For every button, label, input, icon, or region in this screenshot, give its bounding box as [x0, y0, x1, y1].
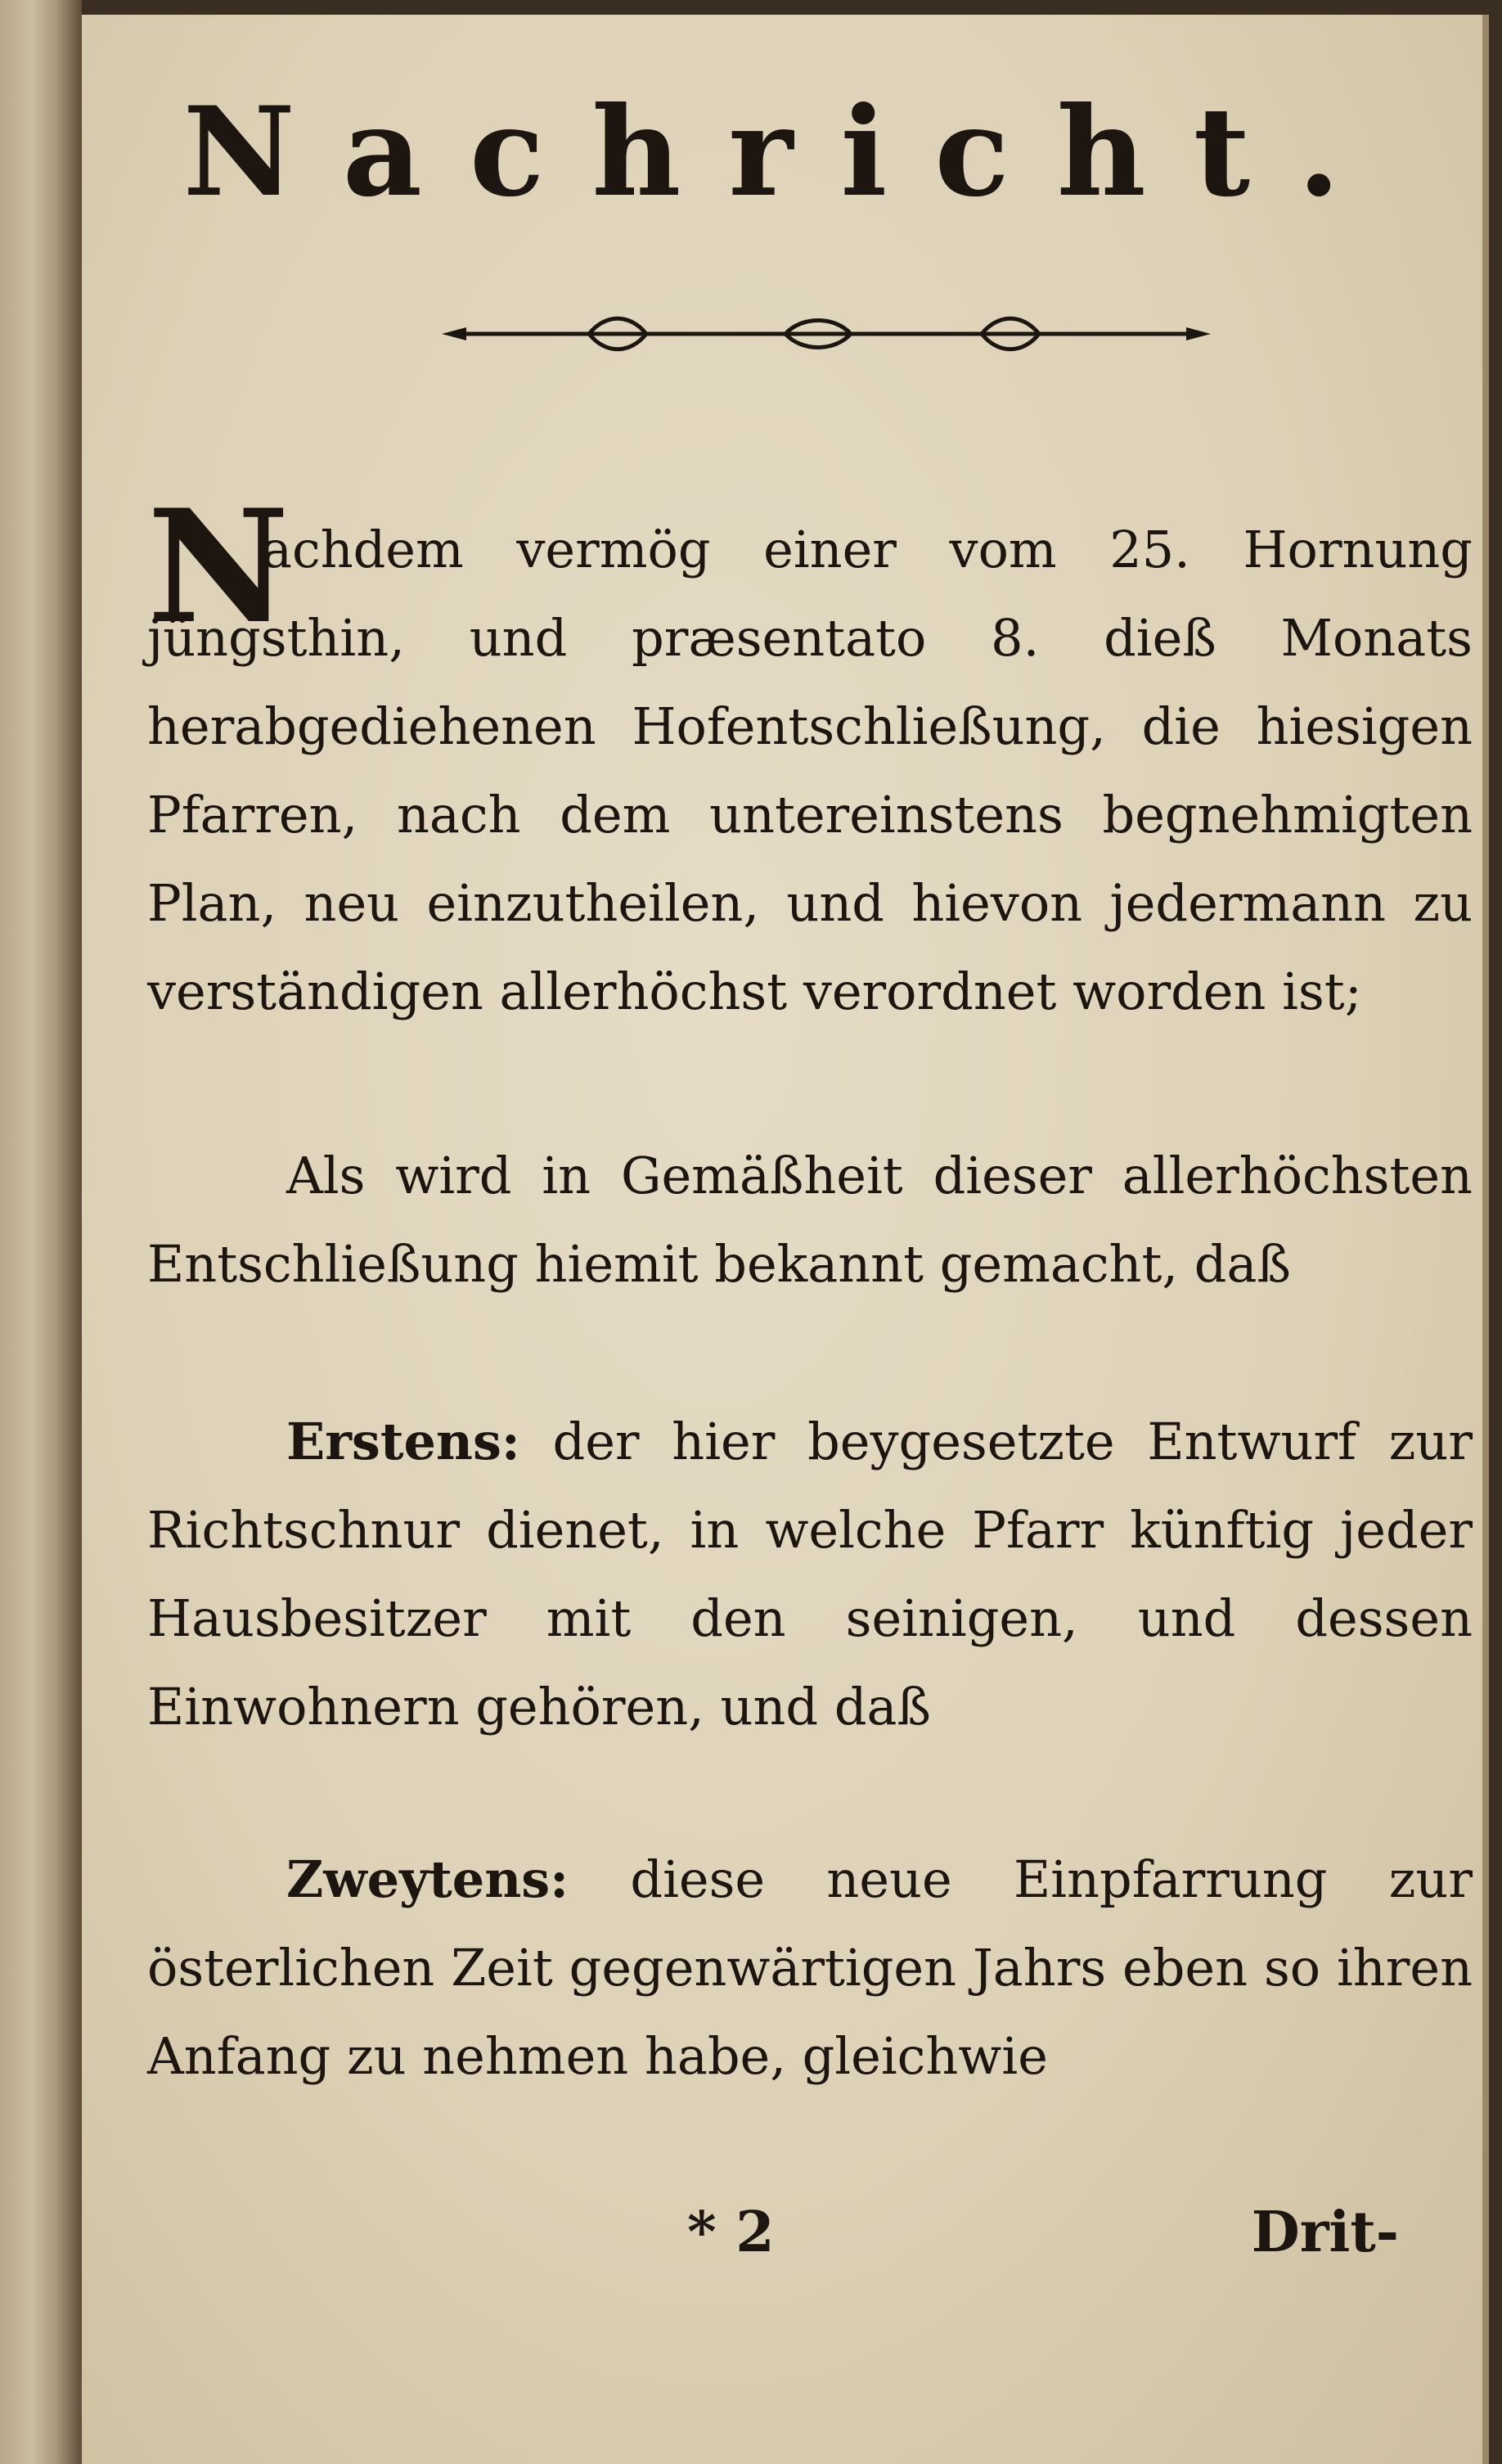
- paragraph-3-text: der hier beygesetzte Entwurf zur Richtschnur dienet, in welche Pfarr künftig jeder Hausbesitzer mit den seinigen, und dessen Einwohnern gehören, und daß: [147, 1412, 1473, 1737]
- signature-mark: * 2: [687, 2200, 775, 2265]
- paragraph-3: [147, 1398, 1473, 1751]
- paragraph-4-lead: Zweytens:: [286, 1849, 569, 1909]
- book-page: [82, 15, 1489, 2464]
- paragraph-4: [147, 1836, 1473, 2101]
- paragraph-3-lead: Erstens:: [286, 1412, 520, 1471]
- page-edge: [1482, 15, 1489, 2464]
- paragraph-2: Als wird in Gemäßheit dieser allerhöchsten Entschließung hiemit bekannt gemacht, daß: [147, 1146, 1473, 1294]
- paragraph-1: achdem vermög einer vom 25. Hornung jüngsthin, und præsentato 8. dieß Monats herabgediehenen Hofentschließung, die hiesigen Pfarren, nach dem untereinstens begnehmigten Plan, neu einzutheilen, und hievon jedermann zu verständigen allerhöchst verordnet worden ist;: [147, 520, 1473, 1021]
- paragraph-4-text: diese neue Einpfarrung zur österlichen Zeit gegenwärtigen Jahrs eben so ihren Anfang zu nehmen habe, gleichwie: [147, 1849, 1473, 2086]
- book-binding: [0, 0, 82, 2464]
- catchword: Drit-: [1251, 2200, 1399, 2265]
- ornament-divider: [442, 309, 1211, 358]
- drop-cap: N: [147, 475, 290, 658]
- page-title: Nachricht.: [182, 80, 1388, 224]
